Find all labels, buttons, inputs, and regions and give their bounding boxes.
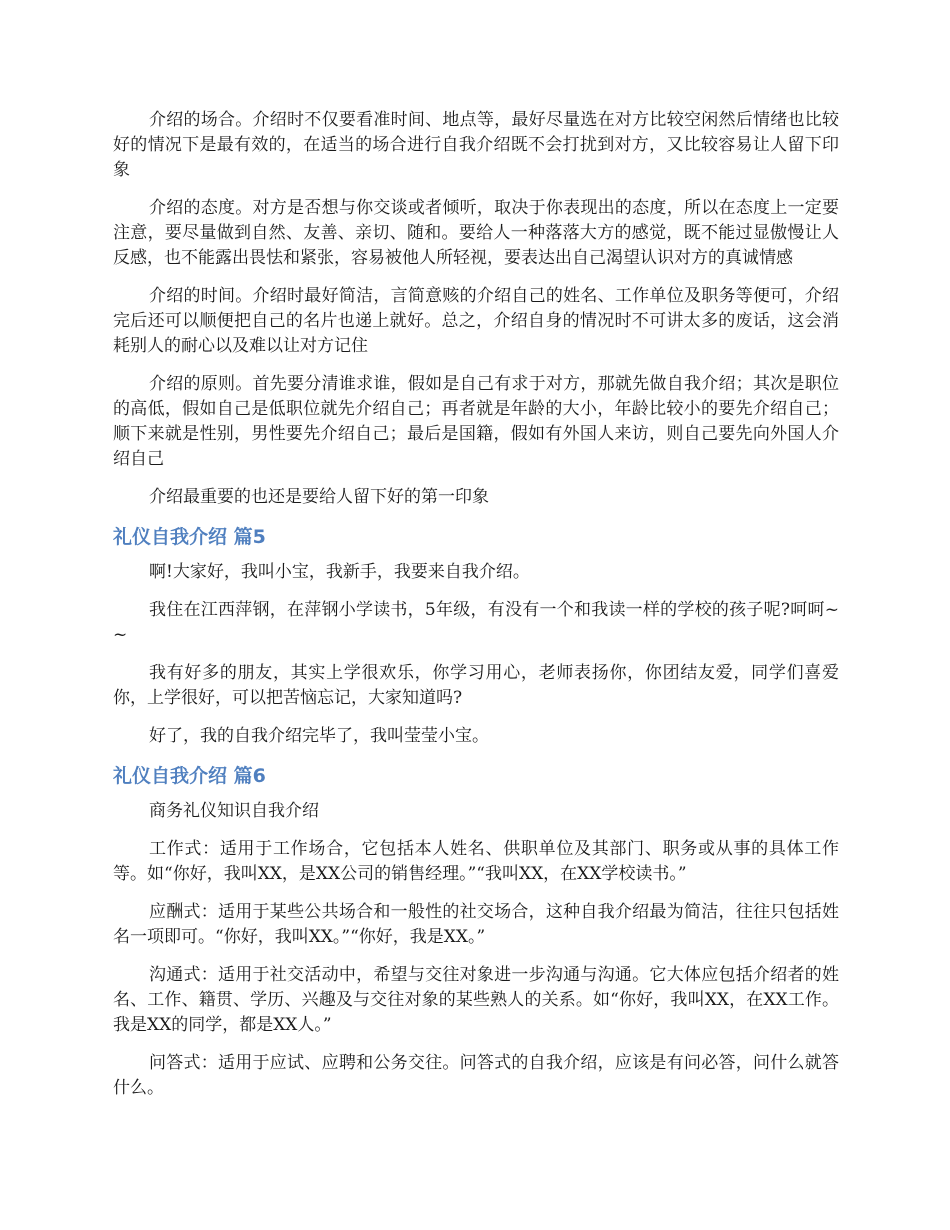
paragraph-greeting: 啊!大家好，我叫小宝，我新手，我要来自我介绍。 [149,562,530,582]
paragraph-qa-style: 问答式：适用于应试、应聘和公务交往。问答式的自我介绍，应该是有问必答，问什么就答什么。 [113,1053,839,1098]
paragraph-business-title: 商务礼仪知识自我介绍 [149,801,319,821]
paragraph-friends: 我有好多的朋友，其实上学很欢乐，你学习用心，老师表扬你，你团结友爱，同学们喜爱你，上学很好，可以把苦恼忘记，大家知道吗? [113,663,839,708]
paragraph-social-style: 应酬式：适用于某些公共场合和一般性的社交场合，这种自我介绍最为简洁，往往只包括姓名一项即可。“你好，我叫XX。”“你好，我是XX。” [113,902,839,947]
section-heading-5: 礼仪自我介绍 篇5 [113,526,266,548]
paragraph-work-style: 工作式：适用于工作场合，它包括本人姓名、供职单位及其部门、职务或从事的具体工作等。如“你好，我叫XX，是XX公司的销售经理。”“我叫XX，在XX学校读书。” [113,839,839,884]
paragraph-school: 我住在江西萍钢，在萍钢小学读书，5年级，有没有一个和我读一样的学校的孩子呢?呵呵~~ [113,600,839,645]
section-heading-6: 礼仪自我介绍 篇6 [113,765,266,787]
paragraph-occasion: 介绍的场合。介绍时不仅要看准时间、地点等，最好尽量选在对方比较空闲然后情绪也比较好的情况下是最有效的，在适当的场合进行自我介绍既不会打扰到对方，又比较容易让人留下印象 [113,110,839,180]
paragraph-communication-style: 沟通式：适用于社交活动中，希望与交往对象进一步沟通与沟通。它大体应包括介绍者的姓名、工作、籍贯、学历、兴趣及与交往对象的某些熟人的关系。如“你好，我叫XX，在XX工作。我是XX的同学，都是XX人。” [113,965,839,1035]
paragraph-attitude: 介绍的态度。对方是否想与你交谈或者倾听，取决于你表现出的态度，所以在态度上一定要注意，要尽量做到自然、友善、亲切、随和。要给人一种落落大方的感觉，既不能过显傲慢让人反感，也不能露出畏怯和紧张，容易被他人所轻视，要表达出自己渴望认识对方的真诚情感 [113,198,839,268]
paragraph-principle: 介绍的原则。首先要分清谁求谁，假如是自己有求于对方，那就先做自我介绍；其次是职位的高低，假如自己是低职位就先介绍自己；再者就是年龄的大小，年龄比较小的要先介绍自己；顺下来就是性别，男性要先介绍自己；最后是国籍，假如有外国人来访，则自己要先向外国人介绍自己 [113,374,839,469]
paragraph-closing: 好了，我的自我介绍完毕了，我叫莹莹小宝。 [149,726,489,746]
paragraph-time: 介绍的时间。介绍时最好简洁，言简意赅的介绍自己的姓名、工作单位及职务等便可，介绍完后还可以顺便把自己的名片也递上就好。总之，介绍自身的情况时不可讲太多的废话，这会消耗别人的耐心以及难以让对方记住 [113,286,839,356]
document-page [113,108,839,1114]
paragraph-first-impression: 介绍最重要的也还是要给人留下好的第一印象 [149,487,489,507]
